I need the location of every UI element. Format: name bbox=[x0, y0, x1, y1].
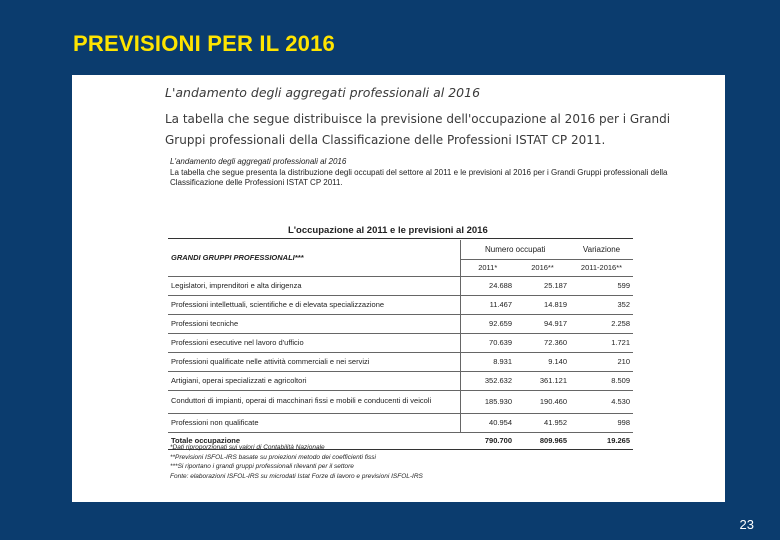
value-variation: 8.509 bbox=[570, 371, 633, 390]
row-label: Artigiani, operai specializzati e agricoltori bbox=[168, 371, 460, 390]
row-label: Professioni tecniche bbox=[168, 314, 460, 333]
value-2016: 94.917 bbox=[515, 314, 570, 333]
value-2016: 14.819 bbox=[515, 295, 570, 314]
table-row bbox=[168, 276, 633, 295]
document-heading: L'andamento degli aggregati professionali al 2016 bbox=[165, 85, 481, 100]
table-row bbox=[168, 333, 633, 352]
value-variation: 998 bbox=[570, 413, 633, 432]
table-row bbox=[168, 390, 633, 413]
total-2011: 790.700 bbox=[460, 432, 515, 449]
col-2016-header: 2016** bbox=[515, 259, 570, 276]
total-variation: 19.265 bbox=[570, 432, 633, 449]
value-variation: 352 bbox=[570, 295, 633, 314]
table-title: L'occupazione al 2011 e le previsioni al 2016 bbox=[288, 225, 488, 236]
value-2016: 9.140 bbox=[515, 352, 570, 371]
note-line: *Dati riproporzionati sui valori di Contabilità Nazionale bbox=[170, 444, 325, 451]
embedded-heading: L'andamento degli aggregati professionali al 2016 bbox=[170, 157, 347, 166]
variazione-header: Variazione bbox=[570, 240, 633, 259]
value-variation: 1.721 bbox=[570, 333, 633, 352]
note-line: **Previsioni ISFOL-IRS basate su proiezioni metodo dei coefficienti fissi bbox=[170, 453, 376, 461]
total-2016: 809.965 bbox=[515, 432, 570, 449]
value-2011: 24.688 bbox=[460, 276, 515, 295]
value-variation: 2.258 bbox=[570, 314, 633, 333]
value-variation: 210 bbox=[570, 352, 633, 371]
table-row bbox=[168, 413, 633, 432]
value-2016: 72.360 bbox=[515, 333, 570, 352]
value-2016: 41.952 bbox=[515, 413, 570, 432]
table-notes bbox=[170, 443, 423, 481]
row-label: Professioni non qualificate bbox=[168, 413, 460, 432]
table-row bbox=[168, 352, 633, 371]
value-variation: 599 bbox=[570, 276, 633, 295]
row-label: Legislatori, imprenditori e alta dirigenza bbox=[168, 276, 460, 295]
total-label: Totale occupazione bbox=[168, 432, 460, 449]
value-2011: 185.930 bbox=[460, 390, 515, 413]
row-label: Professioni intellettuali, scientifiche e di elevata specializzazione bbox=[168, 295, 460, 314]
document-image bbox=[72, 75, 725, 502]
table-row bbox=[168, 295, 633, 314]
table-row bbox=[168, 314, 633, 333]
value-2011: 11.467 bbox=[460, 295, 515, 314]
note-line: Fonte: elaborazioni ISFOL-IRS su microdati Istat Forze di lavoro e previsioni ISFOL-IRS bbox=[170, 472, 423, 480]
row-label: Professioni esecutive nel lavoro d'ufficio bbox=[168, 333, 460, 352]
occupati-header: Numero occupati bbox=[460, 240, 570, 259]
embedded-paragraph: La tabella che segue presenta la distribuzione degli occupati del settore al 2011 e le previsioni al 2016 per i Grandi Gruppi professionali della Classificazione delle Professioni ISTAT CP 2011. bbox=[170, 167, 668, 187]
col-var-header: 2011-2016** bbox=[570, 259, 633, 276]
value-variation: 4.530 bbox=[570, 390, 633, 413]
row-label: Professioni qualificate nelle attività commerciali e nei servizi bbox=[168, 352, 460, 371]
value-2011: 92.659 bbox=[460, 314, 515, 333]
table-top-rule bbox=[168, 238, 633, 239]
embedded-text-block bbox=[170, 157, 670, 189]
value-2011: 8.931 bbox=[460, 352, 515, 371]
page-number: 23 bbox=[739, 517, 754, 532]
value-2016: 361.121 bbox=[515, 371, 570, 390]
col-2011-header: 2011* bbox=[460, 259, 515, 276]
value-2016: 25.187 bbox=[515, 276, 570, 295]
note-line: ***Si riportano i grandi gruppi professionali rilevanti per il settore bbox=[170, 463, 354, 470]
value-2016: 190.460 bbox=[515, 390, 570, 413]
category-header: GRANDI GRUPPI PROFESSIONALI*** bbox=[168, 240, 460, 276]
table-row bbox=[168, 371, 633, 390]
document-intro: La tabella che segue distribuisce la previsione dell'occupazione al 2016 per i Grandi Gruppi professionali della Classificazione delle Professioni ISTAT CP 2011. bbox=[165, 112, 671, 147]
row-label: Conduttori di impianti, operai di macchinari fissi e mobili e conducenti di veicoli bbox=[168, 390, 460, 413]
value-2011: 352.632 bbox=[460, 371, 515, 390]
slide-title: PREVISIONI PER IL 2016 bbox=[73, 31, 335, 56]
value-2011: 40.954 bbox=[460, 413, 515, 432]
value-2011: 70.639 bbox=[460, 333, 515, 352]
employment-table bbox=[168, 240, 633, 450]
